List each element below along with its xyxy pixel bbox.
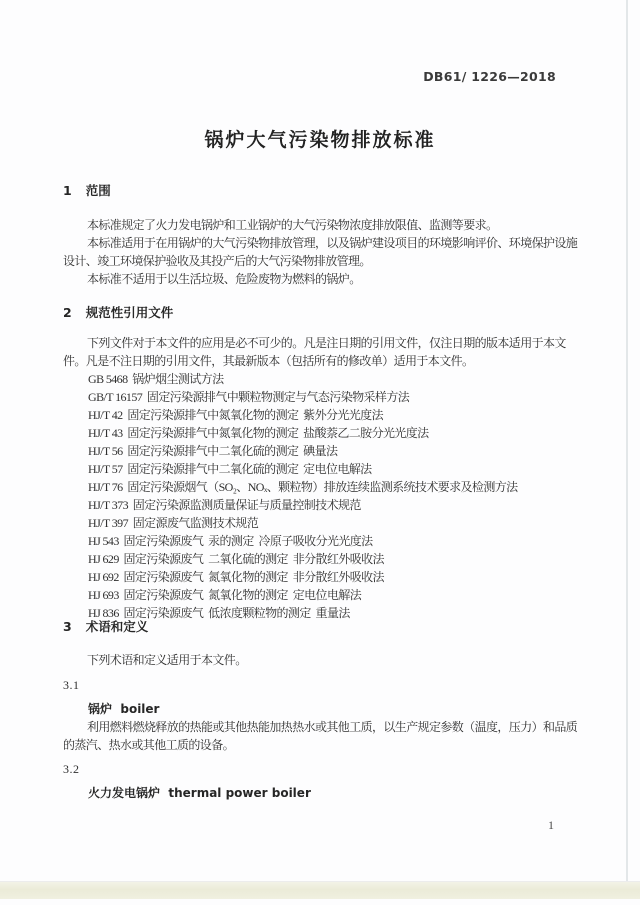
section-2-heading: [63, 304, 579, 322]
reference-item: HJ/T 43 固定污染源排气中氮氧化物的测定 盐酸萘乙二胺分光光度法: [88, 426, 429, 440]
term-name: 火力发电锅炉 thermal power boiler: [88, 786, 311, 800]
reference-item: HJ 836 固定污染源废气 低浓度颗粒物的测定 重量法: [88, 606, 350, 620]
section-1-paragraph: 本标准规定了火力发电锅炉和工业锅炉的大气污染物浓度排放限值、监测等要求。: [87, 218, 498, 232]
normative-references-list: [63, 370, 579, 622]
term-name: 锅炉 boiler: [88, 702, 160, 716]
term-definition: 利用燃料燃烧释放的热能或其他热能加热热水或其他工质，以生产规定参数（温度，压力）和品质的蒸汽、热水或其他工质的设备。: [63, 720, 578, 752]
reference-item: HJ 629 固定污染源废气 二氧化硫的测定 非分散红外吸收法: [88, 552, 384, 566]
section-1-number: 1: [63, 183, 72, 198]
reference-item: HJ/T 57 固定污染源排气中二氧化硫的测定 定电位电解法: [88, 462, 372, 476]
standard-code: DB61/ 1226—2018: [423, 69, 556, 84]
term-number: 3.1: [63, 678, 80, 692]
section-3-heading: [63, 618, 579, 636]
section-3-number: 3: [63, 619, 72, 634]
section-3-intro: 下列术语和定义适用于本文件。: [87, 653, 247, 667]
reference-item: HJ/T 56 固定污染源排气中二氧化硫的测定 碘量法: [88, 444, 338, 458]
term-number: 3.2: [63, 762, 80, 776]
page-number: 1: [548, 818, 554, 832]
section-2-title: 规范性引用文件: [85, 305, 174, 320]
reference-item: HJ 692 固定污染源废气 氮氧化物的测定 非分散红外吸收法: [88, 570, 384, 584]
reference-item: HJ/T 76 固定污染源烟气（SO₂、NOₓ、颗粒物）排放连续监测系统技术要求及检测方法: [88, 480, 518, 494]
reference-item: GB 5468 锅炉烟尘测试方法: [88, 372, 224, 386]
reference-item: HJ/T 397 固定源废气监测技术规范: [88, 516, 259, 530]
section-1-paragraph: 本标准不适用于以生活垃圾、危险废物为燃料的锅炉。: [87, 272, 361, 286]
page-edge-shadow: [626, 0, 628, 882]
reference-item: GB/T 16157 固定污染源排气中颗粒物测定与气态污染物采样方法: [88, 390, 410, 404]
next-page-edge-band: [0, 881, 640, 899]
section-2-number: 2: [63, 305, 72, 320]
reference-item: HJ 543 固定污染源废气 汞的测定 冷原子吸收分光光度法: [88, 534, 373, 548]
section-1-paragraph: 本标准适用于在用锅炉的大气污染物排放管理，以及锅炉建设项目的环境影响评价、环境保护设施设计、竣工环境保护验收及其投产后的大气污染物排放管理。: [63, 236, 578, 268]
section-3-title: 术语和定义: [85, 619, 149, 634]
reference-item: HJ/T 373 固定污染源监测质量保证与质量控制技术规范: [88, 498, 361, 512]
reference-item: HJ/T 42 固定污染源排气中氮氧化物的测定 紫外分光光度法: [88, 408, 383, 422]
section-1-title: 范围: [85, 183, 111, 198]
section-2-intro: 下列文件对于本文件的应用是必不可少的。凡是注日期的引用文件，仅注日期的版本适用于本文件。凡是不注日期的引用文件，其最新版本（包括所有的修改单）适用于本文件。: [63, 336, 566, 368]
reference-item: HJ 693 固定污染源废气 氮氧化物的测定 定电位电解法: [88, 588, 362, 602]
section-1-heading: [63, 182, 579, 200]
document-title: 锅炉大气污染物排放标准: [204, 129, 436, 151]
